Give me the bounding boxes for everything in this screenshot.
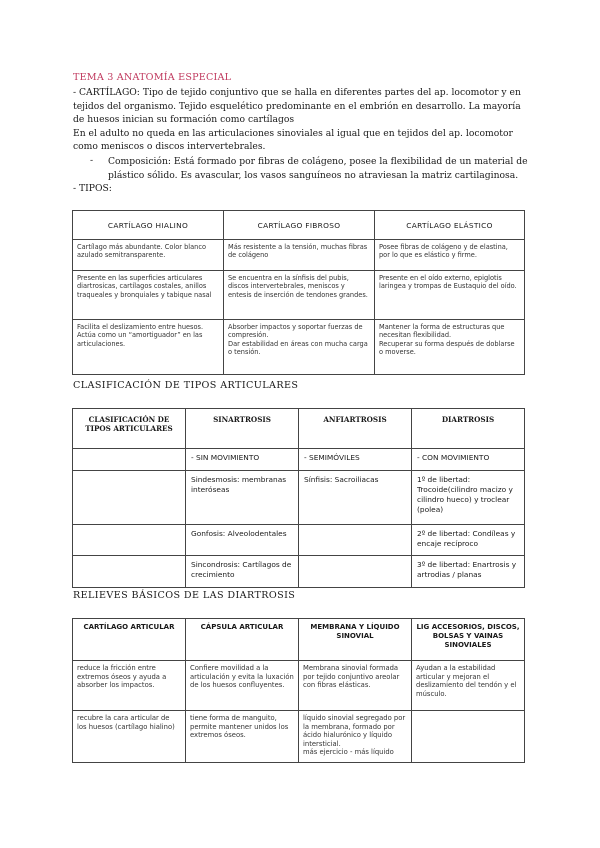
section-relieves-title: RELIEVES BÁSICOS DE LAS DIARTROSIS (73, 590, 296, 601)
table-cell: Facilita el deslizamiento entre huesos. Actúa como un “amortiguador” en las articulaciones. (73, 320, 224, 375)
table-cell: 3º de libertad: Enartrosis y artrodias / planas (412, 556, 525, 588)
table-row (73, 471, 525, 525)
table-cell: Posee fibras de colágeno y de elastina, por lo que es elástico y firme. (375, 240, 525, 271)
table-cell: 2º de libertad: Condíleas y encaje recíproco (412, 525, 525, 556)
table-header-cell: CARTÍLAGO ELÁSTICO (375, 211, 525, 240)
table-cell (299, 525, 412, 556)
table-cell: Confiere movilidad a la articulación y evita la luxación de los huesos confluyentes. (186, 661, 299, 711)
table-header-cell: LIG ACCESORIOS, DISCOS, BOLSAS Y VAINAS SINOVIALES (412, 619, 525, 661)
bullet-dash: - (90, 155, 94, 166)
table-cell: Gonfosis: Alveolodentales (186, 525, 299, 556)
table-row (73, 711, 525, 763)
table-cell: Cartílago más abundante. Color blanco azulado semitransparente. (73, 240, 224, 271)
adulto-line-1: En el adulto no queda en las articulaciones sinoviales al igual que en tejidos del ap. locomotor (73, 127, 513, 139)
table-cell: Membrana sinovial formada por tejido conjuntivo areolar con fibras elásticas. (299, 661, 412, 711)
table-cell: tiene forma de manguito, permite mantener unidos los extremos óseos. (186, 711, 299, 763)
table-cell (73, 525, 186, 556)
table-cell: recubre la cara articular de los huesos (cartílago hialino) (73, 711, 186, 763)
relieves-table (72, 618, 525, 763)
clasificacion-table (72, 408, 525, 588)
table-cell (412, 711, 525, 763)
cartilago-line-3: de huesos inician su formación como cartílagos (73, 114, 295, 126)
tipos-label: - TIPOS: (73, 183, 112, 194)
table-row (73, 556, 525, 588)
table-cell: reduce la fricción entre extremos óseos y ayuda a absorber los impactos. (73, 661, 186, 711)
table-cell: Más resistente a la tensión, muchas fibras de colágeno (224, 240, 375, 271)
table-cell: - SIN MOVIMIENTO (186, 449, 299, 471)
table-row (73, 525, 525, 556)
table-cell: Sindesmosis: membranas interóseas (186, 471, 299, 525)
table-header-row (73, 211, 525, 240)
table-header-cell: CARTÍLAGO FIBROSO (224, 211, 375, 240)
table-cell: Presente en las superficies articulares diartrosicas, cartílagos costales, anillos traqueales y bronquiales y tabique nasal (73, 271, 224, 320)
cartilago-types-table (72, 210, 525, 375)
table-header-cell: CÁPSULA ARTICULAR (186, 619, 299, 661)
table-header-cell: DIARTROSIS (412, 409, 525, 449)
table-header-cell: CARTÍLAGO HIALINO (73, 211, 224, 240)
table-cell: - SEMIMÓVILES (299, 449, 412, 471)
table-header-cell: SINARTROSIS (186, 409, 299, 449)
table-cell (73, 471, 186, 525)
table-cell: 1º de libertad: Trocoide(cilindro macizo y cilindro hueco) y troclear (polea) (412, 471, 525, 525)
table-cell: Sincondrosis: Cartílagos de crecimiento (186, 556, 299, 588)
table-row (73, 661, 525, 711)
section-clasificacion-title: CLASIFICACIÓN DE TIPOS ARTICULARES (73, 380, 299, 391)
table-row (73, 271, 525, 320)
table-header-cell: CARTÍLAGO ARTICULAR (73, 619, 186, 661)
table-header-row (73, 409, 525, 449)
table-cell (73, 556, 186, 588)
cartilago-line-2: tejidos del organismo. Tejido esquelético predominante en el embrión en desarrollo. La mayoría (73, 100, 521, 112)
table-row (73, 320, 525, 375)
composicion-line-1: Composición: Está formado por fibras de colágeno, posee la flexibilidad de un material de (108, 156, 528, 167)
cartilago-line-1: - CARTÍLAGO: Tipo de tejido conjuntivo que se halla en diferentes partes del ap. locomotor y en (73, 87, 521, 98)
table-cell: Absorber impactos y soportar fuerzas de compresión. Dar estabilidad en áreas con mucha carga o tensión. (224, 320, 375, 375)
document-title: TEMA 3 ANATOMÍA ESPECIAL (73, 72, 232, 83)
cartilago-paragraph (73, 86, 533, 154)
table-cell: - CON MOVIMIENTO (412, 449, 525, 471)
composicion-bullet (108, 155, 533, 182)
table-cell: líquido sinovial segregado por la membrana, formado por ácido hialurónico y líquido intersticial. más ejercicio - más líquido (299, 711, 412, 763)
composicion-line-2: plástico sólido. Es avascular, los vasos sanguíneos no atraviesan la matriz cartilaginosa. (108, 169, 519, 181)
table-cell: Ayudan a la estabilidad articular y mejoran el deslizamiento del tendón y el músculo. (412, 661, 525, 711)
table-cell: Mantener la forma de estructuras que necesitan flexibilidad. Recuperar su forma después de doblarse o moverse. (375, 320, 525, 375)
table-header-cell: CLASIFICACIÓN DE TIPOS ARTICULARES (73, 409, 186, 449)
table-header-row (73, 619, 525, 661)
table-row (73, 240, 525, 271)
table-cell (299, 556, 412, 588)
table-header-cell: ANFIARTROSIS (299, 409, 412, 449)
table-cell: Sínfisis: Sacroiliacas (299, 471, 412, 525)
table-cell (73, 449, 186, 471)
table-row (73, 449, 525, 471)
table-cell: Presente en el oído externo, epiglotis laringea y trompas de Eustaquio del oído. (375, 271, 525, 320)
table-cell: Se encuentra en la sínfisis del pubis, discos intervertebrales, meniscos y entesis de inserción de tendones grandes. (224, 271, 375, 320)
adulto-line-2: como meniscos o discos intervertebrales. (73, 141, 266, 153)
table-header-cell: MEMBRANA Y LÍQUIDO SINOVIAL (299, 619, 412, 661)
